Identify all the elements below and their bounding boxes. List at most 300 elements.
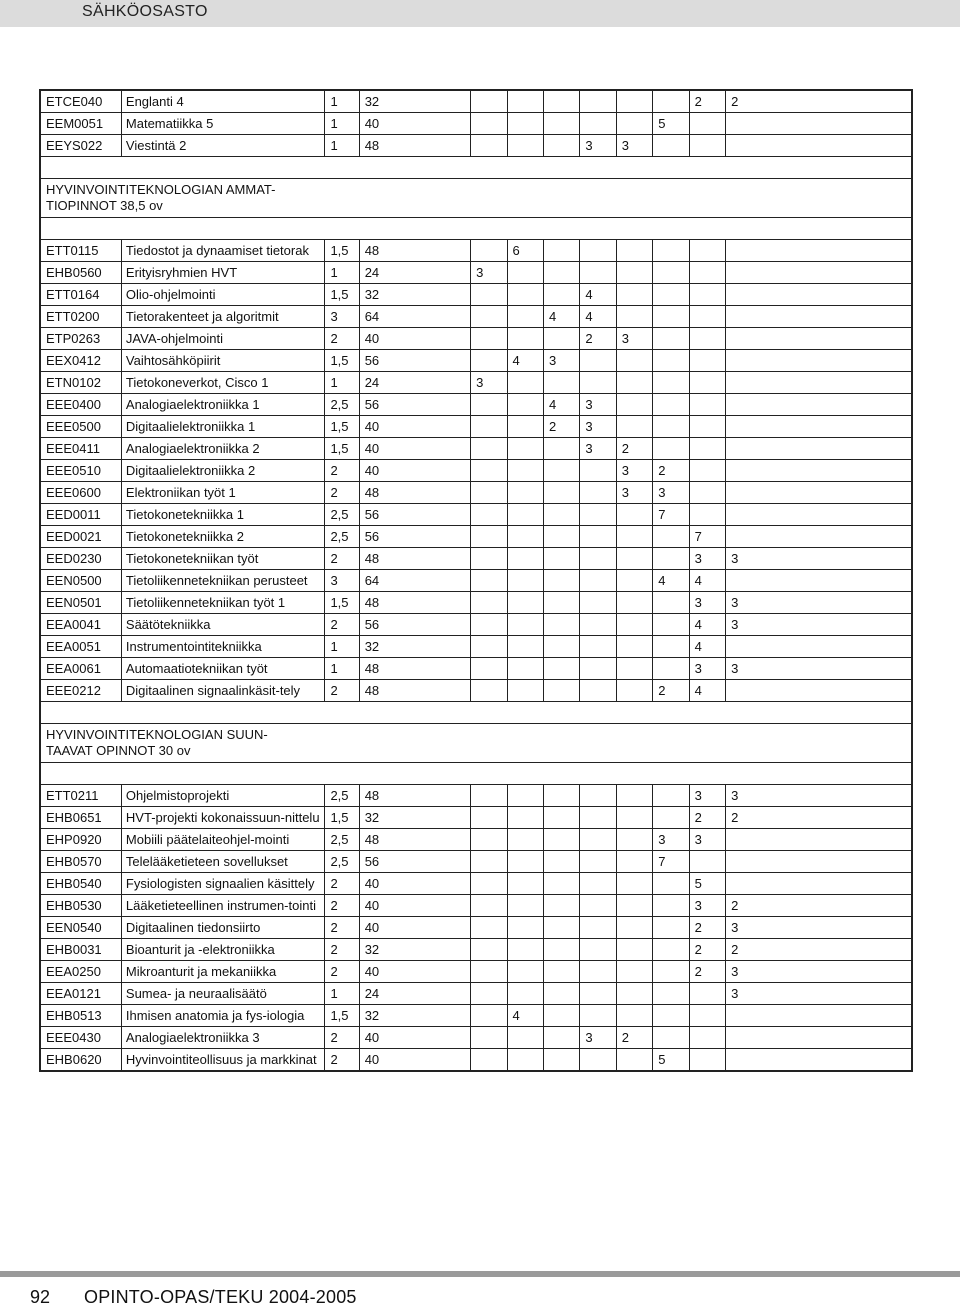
course-name: Lääketieteellinen instrumen-tointi xyxy=(121,895,325,917)
period-hours xyxy=(471,526,507,548)
credits: 1 xyxy=(325,636,359,658)
hours: 40 xyxy=(359,416,470,438)
period-hours xyxy=(616,636,652,658)
hours: 40 xyxy=(359,917,470,939)
period-hours xyxy=(580,829,616,851)
course-name: Viestintä 2 xyxy=(121,135,325,157)
course-row xyxy=(40,570,912,592)
period-hours: 3 xyxy=(616,460,652,482)
hours: 32 xyxy=(359,284,470,306)
course-row xyxy=(40,460,912,482)
course-name: Bioanturit ja -elektroniikka xyxy=(121,939,325,961)
course-row xyxy=(40,873,912,895)
period-hours xyxy=(689,262,725,284)
period-hours xyxy=(507,460,543,482)
period-hours: 2 xyxy=(616,1027,652,1049)
hours: 48 xyxy=(359,829,470,851)
period-hours xyxy=(507,829,543,851)
course-code: EEE0600 xyxy=(40,482,121,504)
period-hours xyxy=(507,807,543,829)
period-hours xyxy=(726,372,912,394)
course-code: EHB0530 xyxy=(40,895,121,917)
period-hours xyxy=(471,917,507,939)
course-code: EEN0540 xyxy=(40,917,121,939)
period-hours: 2 xyxy=(653,460,689,482)
credits: 1,5 xyxy=(325,438,359,460)
period-hours xyxy=(653,807,689,829)
period-hours xyxy=(471,460,507,482)
credits: 1,5 xyxy=(325,807,359,829)
course-code: EEX0412 xyxy=(40,350,121,372)
period-hours xyxy=(580,895,616,917)
hours: 56 xyxy=(359,504,470,526)
course-row xyxy=(40,785,912,807)
period-hours: 3 xyxy=(580,1027,616,1049)
course-code: EED0230 xyxy=(40,548,121,570)
course-row xyxy=(40,680,912,702)
course-code: ETT0200 xyxy=(40,306,121,328)
period-hours: 4 xyxy=(689,614,725,636)
course-row xyxy=(40,306,912,328)
period-hours xyxy=(689,416,725,438)
period-hours xyxy=(507,851,543,873)
course-name: Analogiaelektroniikka 3 xyxy=(121,1027,325,1049)
header-bar xyxy=(0,0,960,27)
hours: 40 xyxy=(359,460,470,482)
course-name: Tietokoneverkot, Cisco 1 xyxy=(121,372,325,394)
hours: 48 xyxy=(359,548,470,570)
credits: 2,5 xyxy=(325,829,359,851)
period-hours: 3 xyxy=(580,394,616,416)
period-hours: 3 xyxy=(726,785,912,807)
period-hours: 2 xyxy=(689,917,725,939)
credits: 1,5 xyxy=(325,592,359,614)
period-hours xyxy=(689,113,725,135)
period-hours xyxy=(616,939,652,961)
hours: 40 xyxy=(359,113,470,135)
period-hours xyxy=(543,113,579,135)
period-hours xyxy=(471,350,507,372)
period-hours: 2 xyxy=(689,807,725,829)
period-hours xyxy=(543,548,579,570)
section-title: HYVINVOINTITEKNOLOGIAN AMMAT-TIOPINNOT 38,5 ov xyxy=(46,182,276,213)
period-hours xyxy=(580,262,616,284)
hours: 40 xyxy=(359,1049,470,1072)
period-hours xyxy=(507,636,543,658)
period-hours xyxy=(653,135,689,157)
course-row xyxy=(40,262,912,284)
period-hours xyxy=(543,570,579,592)
hours: 48 xyxy=(359,592,470,614)
period-hours xyxy=(471,1049,507,1072)
course-code: EEA0041 xyxy=(40,614,121,636)
period-hours xyxy=(726,135,912,157)
period-hours xyxy=(507,284,543,306)
period-hours: 2 xyxy=(726,939,912,961)
course-name: Tietokonetekniikka 2 xyxy=(121,526,325,548)
course-code: EHB0620 xyxy=(40,1049,121,1072)
period-hours: 2 xyxy=(580,328,616,350)
period-hours xyxy=(616,548,652,570)
period-hours xyxy=(653,438,689,460)
course-name: Tietoliikennetekniikan työt 1 xyxy=(121,592,325,614)
period-hours xyxy=(471,636,507,658)
period-hours: 5 xyxy=(653,113,689,135)
period-hours xyxy=(616,240,652,262)
period-hours: 3 xyxy=(726,548,912,570)
period-hours xyxy=(471,873,507,895)
course-name: HVT-projekti kokonaissuun-nittelu xyxy=(121,807,325,829)
credits: 2 xyxy=(325,895,359,917)
hours: 32 xyxy=(359,939,470,961)
hours: 40 xyxy=(359,438,470,460)
course-row xyxy=(40,851,912,873)
period-hours xyxy=(580,113,616,135)
hours: 56 xyxy=(359,614,470,636)
period-hours xyxy=(543,504,579,526)
hours: 40 xyxy=(359,895,470,917)
spacer-row xyxy=(40,157,912,179)
period-hours xyxy=(471,135,507,157)
credits: 2,5 xyxy=(325,394,359,416)
period-hours: 3 xyxy=(580,438,616,460)
hours: 48 xyxy=(359,135,470,157)
hours: 24 xyxy=(359,262,470,284)
course-name: Digitaalielektroniikka 1 xyxy=(121,416,325,438)
period-hours xyxy=(616,829,652,851)
period-hours xyxy=(689,438,725,460)
period-hours xyxy=(653,90,689,113)
period-hours xyxy=(653,592,689,614)
course-code: EEE0411 xyxy=(40,438,121,460)
course-code: EEE0510 xyxy=(40,460,121,482)
credits: 2 xyxy=(325,460,359,482)
period-hours xyxy=(726,504,912,526)
period-hours xyxy=(580,1005,616,1027)
course-row xyxy=(40,1005,912,1027)
course-code: EEYS022 xyxy=(40,135,121,157)
period-hours xyxy=(653,1005,689,1027)
period-hours xyxy=(689,350,725,372)
credits: 2 xyxy=(325,680,359,702)
period-hours xyxy=(689,1027,725,1049)
course-name: Vaihtosähköpiirit xyxy=(121,350,325,372)
course-name: Erityisryhmien HVT xyxy=(121,262,325,284)
credits: 2 xyxy=(325,961,359,983)
hours: 56 xyxy=(359,851,470,873)
period-hours xyxy=(507,895,543,917)
period-hours: 3 xyxy=(726,592,912,614)
period-hours xyxy=(471,851,507,873)
period-hours xyxy=(726,416,912,438)
period-hours: 4 xyxy=(507,1005,543,1027)
period-hours xyxy=(543,807,579,829)
course-code: ETT0115 xyxy=(40,240,121,262)
hours: 56 xyxy=(359,350,470,372)
period-hours xyxy=(580,1049,616,1072)
course-name: Instrumentointitekniikka xyxy=(121,636,325,658)
hours: 64 xyxy=(359,570,470,592)
period-hours xyxy=(653,636,689,658)
period-hours xyxy=(507,394,543,416)
spacer-row xyxy=(40,763,912,785)
period-hours xyxy=(507,961,543,983)
period-hours xyxy=(580,658,616,680)
course-name: Digitaalinen signaalinkäsit-tely xyxy=(121,680,325,702)
period-hours xyxy=(726,636,912,658)
course-code: EEA0250 xyxy=(40,961,121,983)
period-hours xyxy=(543,1027,579,1049)
course-code: EEN0501 xyxy=(40,592,121,614)
course-code: ETT0211 xyxy=(40,785,121,807)
course-code: EED0021 xyxy=(40,526,121,548)
period-hours: 4 xyxy=(653,570,689,592)
course-name: Tiedostot ja dynaamiset tietorak xyxy=(121,240,325,262)
course-row xyxy=(40,1049,912,1072)
period-hours xyxy=(689,460,725,482)
period-hours xyxy=(653,895,689,917)
course-name: Mikroanturit ja mekaniikka xyxy=(121,961,325,983)
period-hours: 3 xyxy=(726,658,912,680)
course-row xyxy=(40,548,912,570)
credits: 2,5 xyxy=(325,785,359,807)
period-hours xyxy=(616,350,652,372)
period-hours xyxy=(689,1005,725,1027)
period-hours xyxy=(507,1027,543,1049)
period-hours xyxy=(689,504,725,526)
period-hours: 2 xyxy=(543,416,579,438)
period-hours xyxy=(689,851,725,873)
period-hours xyxy=(471,785,507,807)
period-hours xyxy=(580,873,616,895)
course-name: Tietorakenteet ja algoritmit xyxy=(121,306,325,328)
period-hours xyxy=(471,504,507,526)
period-hours xyxy=(543,851,579,873)
course-row xyxy=(40,504,912,526)
course-code: EHB0540 xyxy=(40,873,121,895)
period-hours xyxy=(543,482,579,504)
course-row xyxy=(40,438,912,460)
period-hours xyxy=(616,113,652,135)
period-hours xyxy=(471,614,507,636)
period-hours xyxy=(653,614,689,636)
period-hours xyxy=(616,851,652,873)
course-row xyxy=(40,614,912,636)
period-hours xyxy=(507,614,543,636)
period-hours xyxy=(726,328,912,350)
period-hours: 2 xyxy=(689,961,725,983)
credits: 1,5 xyxy=(325,1005,359,1027)
period-hours: 4 xyxy=(689,636,725,658)
period-hours: 3 xyxy=(616,482,652,504)
hours: 48 xyxy=(359,658,470,680)
period-hours xyxy=(543,1049,579,1072)
period-hours xyxy=(616,895,652,917)
hours: 40 xyxy=(359,328,470,350)
period-hours xyxy=(507,548,543,570)
period-hours xyxy=(471,284,507,306)
credits: 2 xyxy=(325,917,359,939)
period-hours xyxy=(543,939,579,961)
footer-title: OPINTO-OPAS/TEKU 2004-2005 xyxy=(84,1287,357,1307)
period-hours xyxy=(507,262,543,284)
period-hours xyxy=(616,372,652,394)
section-header-row xyxy=(40,179,912,218)
period-hours xyxy=(580,372,616,394)
period-hours xyxy=(653,961,689,983)
period-hours xyxy=(471,658,507,680)
period-hours: 3 xyxy=(689,785,725,807)
period-hours: 4 xyxy=(689,680,725,702)
course-name: Ohjelmistoprojekti xyxy=(121,785,325,807)
period-hours xyxy=(653,983,689,1005)
period-hours xyxy=(653,548,689,570)
course-name: Tietokonetekniikan työt xyxy=(121,548,325,570)
period-hours xyxy=(471,1027,507,1049)
course-name: Elektroniikan työt 1 xyxy=(121,482,325,504)
period-hours xyxy=(471,90,507,113)
period-hours xyxy=(580,961,616,983)
period-hours xyxy=(616,961,652,983)
course-row xyxy=(40,328,912,350)
period-hours xyxy=(471,680,507,702)
course-name: Tietokonetekniikka 1 xyxy=(121,504,325,526)
period-hours: 3 xyxy=(580,135,616,157)
period-hours xyxy=(616,262,652,284)
period-hours: 3 xyxy=(653,482,689,504)
period-hours: 5 xyxy=(689,873,725,895)
period-hours xyxy=(507,416,543,438)
period-hours: 7 xyxy=(653,504,689,526)
period-hours: 3 xyxy=(726,961,912,983)
period-hours xyxy=(726,438,912,460)
hours: 64 xyxy=(359,306,470,328)
period-hours xyxy=(726,526,912,548)
course-table xyxy=(39,89,913,1072)
course-code: EED0011 xyxy=(40,504,121,526)
period-hours xyxy=(471,895,507,917)
credits: 1,5 xyxy=(325,284,359,306)
hours: 40 xyxy=(359,873,470,895)
period-hours xyxy=(616,1049,652,1072)
credits: 3 xyxy=(325,570,359,592)
period-hours xyxy=(653,350,689,372)
period-hours: 3 xyxy=(726,983,912,1005)
period-hours xyxy=(689,240,725,262)
period-hours xyxy=(507,438,543,460)
hours: 24 xyxy=(359,372,470,394)
period-hours: 4 xyxy=(543,394,579,416)
course-row xyxy=(40,416,912,438)
hours: 48 xyxy=(359,482,470,504)
course-name: Fysiologisten signaalien käsittely xyxy=(121,873,325,895)
hours: 48 xyxy=(359,680,470,702)
period-hours xyxy=(580,526,616,548)
credits: 2,5 xyxy=(325,504,359,526)
credits: 1 xyxy=(325,262,359,284)
period-hours xyxy=(543,1005,579,1027)
period-hours xyxy=(616,526,652,548)
period-hours: 3 xyxy=(616,135,652,157)
period-hours xyxy=(689,306,725,328)
period-hours: 3 xyxy=(471,372,507,394)
period-hours xyxy=(616,917,652,939)
period-hours xyxy=(471,113,507,135)
period-hours xyxy=(726,851,912,873)
period-hours: 4 xyxy=(580,284,616,306)
credits: 1 xyxy=(325,372,359,394)
period-hours xyxy=(616,570,652,592)
period-hours: 7 xyxy=(653,851,689,873)
course-code: EEM0051 xyxy=(40,113,121,135)
spacer-row xyxy=(40,702,912,724)
period-hours: 3 xyxy=(689,548,725,570)
period-hours xyxy=(616,873,652,895)
period-hours xyxy=(471,416,507,438)
credits: 2,5 xyxy=(325,851,359,873)
credits: 3 xyxy=(325,306,359,328)
course-row xyxy=(40,350,912,372)
period-hours xyxy=(507,526,543,548)
period-hours xyxy=(543,90,579,113)
period-hours xyxy=(726,240,912,262)
period-hours xyxy=(616,284,652,306)
period-hours xyxy=(580,570,616,592)
period-hours xyxy=(580,680,616,702)
period-hours xyxy=(580,460,616,482)
period-hours xyxy=(507,306,543,328)
period-hours xyxy=(726,350,912,372)
period-hours xyxy=(507,113,543,135)
period-hours xyxy=(471,592,507,614)
course-name: Matematiikka 5 xyxy=(121,113,325,135)
period-hours xyxy=(616,90,652,113)
period-hours xyxy=(507,482,543,504)
section-header-row xyxy=(40,724,912,763)
period-hours xyxy=(471,807,507,829)
period-hours xyxy=(580,548,616,570)
period-hours: 4 xyxy=(580,306,616,328)
period-hours xyxy=(653,785,689,807)
course-name: Säätötekniikka xyxy=(121,614,325,636)
course-row xyxy=(40,240,912,262)
period-hours xyxy=(580,504,616,526)
course-code: EHB0560 xyxy=(40,262,121,284)
credits: 1 xyxy=(325,135,359,157)
period-hours xyxy=(616,394,652,416)
period-hours xyxy=(726,460,912,482)
period-hours xyxy=(543,614,579,636)
period-hours xyxy=(507,873,543,895)
period-hours xyxy=(616,983,652,1005)
period-hours: 5 xyxy=(653,1049,689,1072)
course-name: JAVA-ohjelmointi xyxy=(121,328,325,350)
period-hours xyxy=(580,90,616,113)
credits: 2 xyxy=(325,939,359,961)
credits: 2 xyxy=(325,328,359,350)
period-hours xyxy=(543,592,579,614)
period-hours xyxy=(471,570,507,592)
course-name: Mobiili päätelaiteohjel-mointi xyxy=(121,829,325,851)
credits: 1 xyxy=(325,983,359,1005)
hours: 48 xyxy=(359,240,470,262)
course-name: Olio-ohjelmointi xyxy=(121,284,325,306)
period-hours xyxy=(580,785,616,807)
course-code: EEE0212 xyxy=(40,680,121,702)
course-row xyxy=(40,482,912,504)
period-hours xyxy=(689,983,725,1005)
course-row xyxy=(40,636,912,658)
